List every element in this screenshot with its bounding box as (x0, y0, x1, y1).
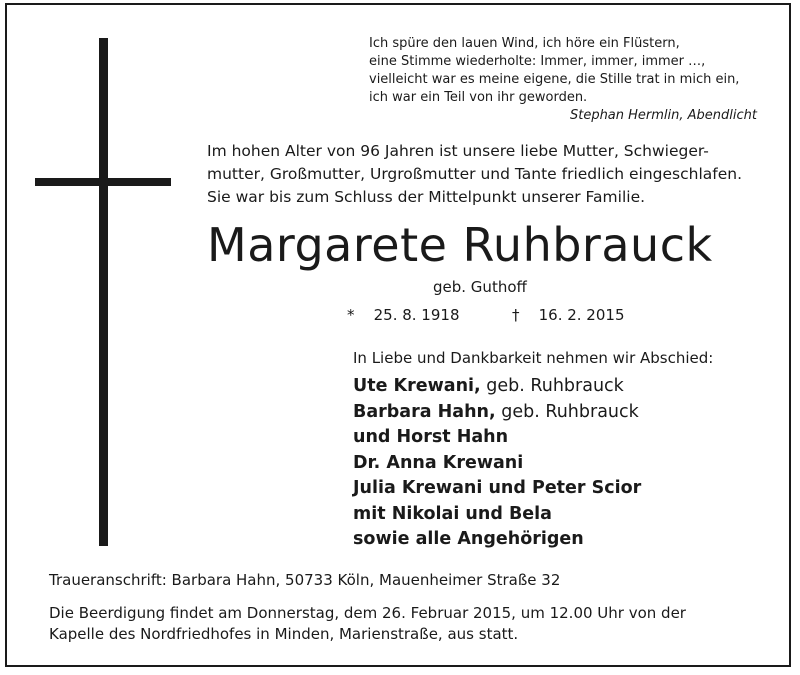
mourner-name: sowie alle Angehörigen (353, 529, 584, 549)
mourner-name: Dr. Anna Krewani (353, 452, 524, 473)
funeral-notice (49, 603, 686, 645)
mourner-entry (353, 451, 641, 477)
mourner-entry (353, 425, 641, 451)
mourner-entry (353, 374, 641, 400)
poem-line: ich war ein Teil von ihr geworden. (369, 90, 588, 105)
mourning-address: Traueranschrift: Barbara Hahn, 50733 Köln, Mauenheimer Straße 32 (49, 571, 561, 589)
birth-date (347, 305, 460, 325)
funeral-line: Die Beerdigung findet am Donnerstag, dem 26. Februar 2015, um 12.00 Uhr von der (49, 604, 686, 622)
birth-date-value: 25. 8. 1918 (373, 306, 460, 324)
mourner-name: mit Nikolai und Bela (353, 503, 552, 524)
mourner-name: Julia Krewani und Peter Scior (353, 478, 642, 498)
cross-icon-horizontal-bar (35, 178, 171, 186)
cross-icon-vertical-bar (99, 38, 108, 546)
mourner-entry (353, 400, 641, 426)
mourners-list (353, 374, 641, 553)
mourner-entry (353, 502, 641, 528)
funeral-line: Kapelle des Nordfriedhofes in Minden, Marienstraße, aus statt. (49, 625, 519, 643)
poem-line: Ich spüre den lauen Wind, ich höre ein Flüstern, (369, 36, 680, 51)
poem-line: vielleicht war es meine eigene, die Stille trat in mich ein, (369, 72, 740, 87)
death-date (512, 305, 625, 325)
death-date-value: 16. 2. 2015 (538, 306, 625, 324)
mourner-name: Barbara Hahn, (353, 401, 496, 422)
mourner-entry (353, 476, 641, 502)
mourner-note: geb. Ruhbrauck (495, 401, 639, 422)
mourner-name: Ute Krewani, (353, 376, 481, 396)
deceased-name: Margarete Ruhbrauck (207, 218, 713, 272)
death-dagger-icon: † (512, 306, 520, 324)
intro-text (207, 140, 777, 209)
poem-quote (369, 35, 769, 125)
mourner-name: und Horst Hahn (353, 427, 509, 447)
farewell-line: In Liebe und Dankbarkeit nehmen wir Abschied: (353, 349, 714, 367)
poem-author: Stephan Hermlin, Abendlicht (569, 108, 757, 123)
mourner-entry (353, 527, 641, 553)
intro-line: mutter, Großmutter, Urgroßmutter und Tante friedlich eingeschlafen. (207, 165, 743, 183)
obituary-frame (5, 3, 791, 667)
birth-star-icon: * (347, 306, 355, 324)
intro-line: Sie war bis zum Schluss der Mittelpunkt unserer Familie. (207, 188, 646, 206)
intro-line: Im hohen Alter von 96 Jahren ist unsere liebe Mutter, Schwieger- (207, 142, 709, 160)
birth-name: geb. Guthoff (433, 278, 527, 296)
mourner-note: geb. Ruhbrauck (480, 376, 624, 396)
poem-line: eine Stimme wiederholte: Immer, immer, immer …, (369, 54, 706, 69)
